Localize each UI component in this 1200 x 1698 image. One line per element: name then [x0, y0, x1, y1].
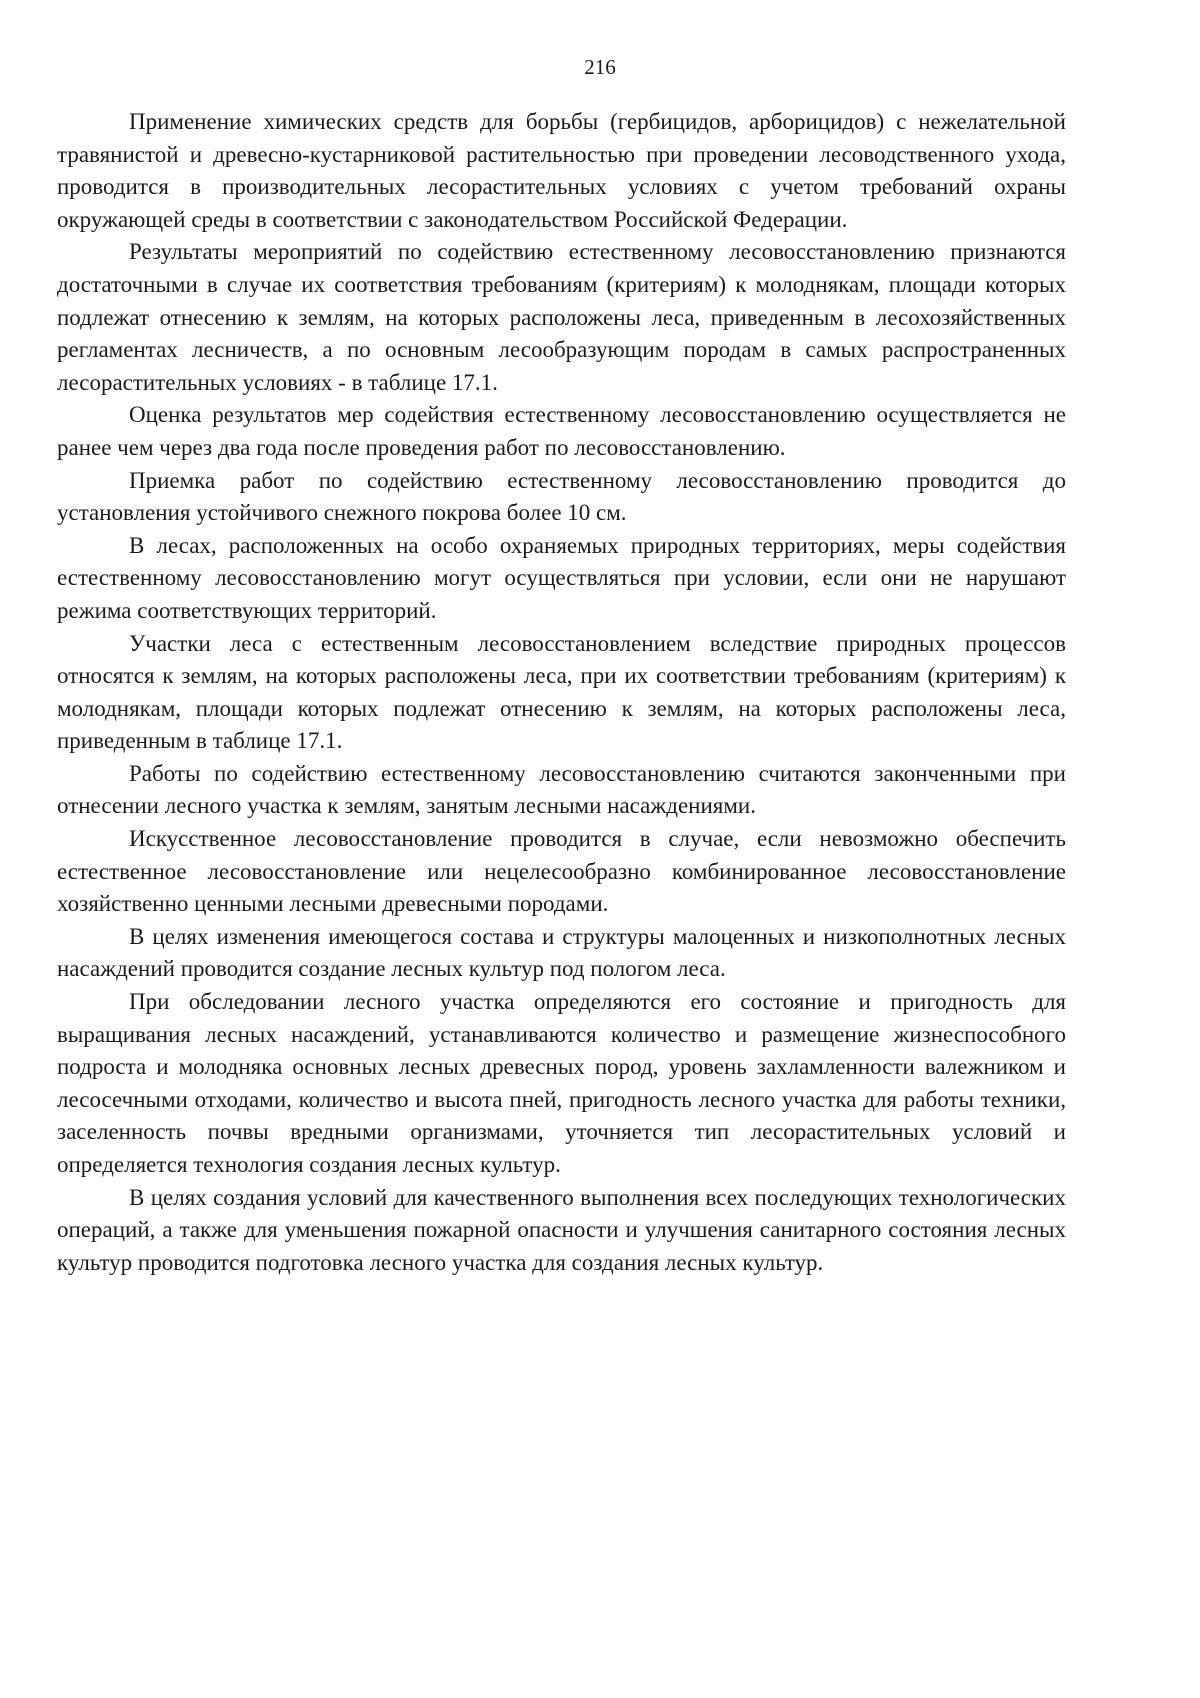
- paragraph: Приемка работ по содействию естественному лесовосстановлению проводится до установления устойчивого снежного покрова более 10 см.: [57, 467, 1066, 526]
- paragraph: Применение химических средств для борьбы (гербицидов, арборицидов) с нежелательной травянистой и древесно-кустарниковой растительностью при проведении лесоводственного ухода, проводится в производительных лесорастительных условиях с учетом требований охраны окружающей среды в соответствии с законодательством Российской Федерации.: [57, 109, 1066, 232]
- paragraph: Искусственное лесовосстановление проводится в случае, если невозможно обеспечить естественное лесовосстановление или нецелесообразно комбинированное лесовосстановление хозяйственно ценными лесными древесными породами.: [57, 826, 1066, 917]
- paragraph: Работы по содействию естественному лесовосстановлению считаются законченными при отнесении лесного участка к землям, занятым лесными насаждениями.: [57, 760, 1066, 819]
- paragraph: В лесах, расположенных на особо охраняемых природных территориях, меры содействия естественному лесовосстановлению могут осуществляться при условии, если они не нарушают режима соответствующих территорий.: [57, 532, 1066, 623]
- paragraph: Участки леса с естественным лесовосстановлением вследствие природных процессов относятся к землям, на которых расположены леса, при их соответствии требованиям (критериям) к молоднякам, площади которых подлежат отнесению к землям, на которых расположены леса, приведенным в таблице 17.1.: [57, 630, 1066, 754]
- page-number: 216: [584, 55, 616, 79]
- paragraph: В целях создания условий для качественного выполнения всех последующих технологических операций, а также для уменьшения пожарной опасности и улучшения санитарного состояния лесных культур проводится подготовка лесного участка для создания лесных культур.: [57, 1184, 1066, 1275]
- paragraph: Оценка результатов мер содействия естественному лесовосстановлению осуществляется не ранее чем через два года после проведения работ по лесовосстановлению.: [57, 402, 1066, 460]
- paragraph: Результаты мероприятий по содействию естественному лесовосстановлению признаются достаточными в случае их соответствия требованиям (критериям) к молоднякам, площади которых подлежат отнесению к землям, на которых расположены леса, приведенным в лесохозяйственных регламентах лесничеств, а по основным лесообразующим породам в самых распространенных лесорастительных условиях - в таблице 17.1.: [57, 239, 1066, 395]
- document-body: [57, 106, 1066, 1279]
- paragraph: При обследовании лесного участка определяются его состояние и пригодность для выращивания лесных насаждений, устанавливаются количество и размещение жизнеспособного подроста и молодняка основных лесных древесных пород, уровень захламленности валежником и лесосечными отходами, количество и высота пней, пригодность лесного участка для работы техники, заселенность почвы вредными организмами, уточняется тип лесорастительных условий и определяется технология создания лесных культур.: [57, 989, 1066, 1177]
- paragraph: В целях изменения имеющегося состава и структуры малоценных и низкополнотных лесных насаждений проводится создание лесных культур под пологом леса.: [57, 923, 1066, 982]
